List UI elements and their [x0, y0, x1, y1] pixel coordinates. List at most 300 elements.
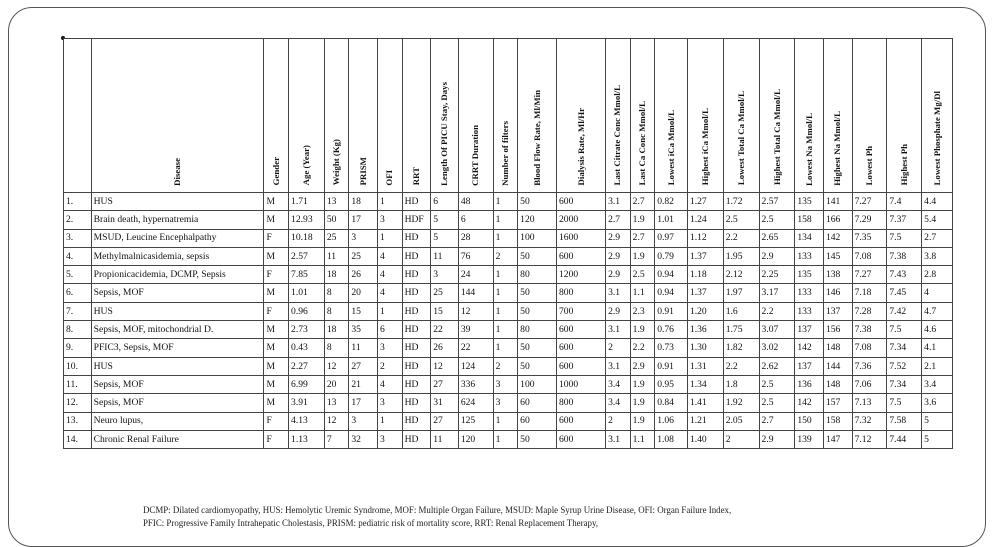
table-cell: 3.07 — [759, 321, 795, 339]
table-cell: 600 — [557, 430, 606, 448]
column-header — [759, 39, 795, 193]
column-header — [606, 39, 631, 193]
table-cell: 0.73 — [655, 339, 688, 357]
table-cell: 7.32 — [852, 412, 887, 430]
row-number-cell: 7. — [64, 302, 92, 320]
column-header — [349, 39, 378, 193]
table-cell: 39 — [458, 321, 493, 339]
disease-cell: Propionicacidemia, DCMP, Sepsis — [91, 266, 264, 284]
table-cell: 7.18 — [852, 284, 887, 302]
table-cell: 1.8 — [723, 375, 759, 393]
table-cell: 3 — [493, 375, 518, 393]
table-cell: 147 — [823, 430, 852, 448]
table-cell: 11 — [431, 430, 459, 448]
table-cell: 1.01 — [655, 211, 688, 229]
row-number-cell: 2. — [64, 211, 92, 229]
table-cell: 4 — [378, 284, 403, 302]
table-cell: 700 — [557, 302, 606, 320]
table-cell: HD — [402, 412, 431, 430]
table-cell: HD — [402, 357, 431, 375]
table-cell: 135 — [795, 193, 824, 211]
column-header — [402, 39, 431, 193]
table-cell: 1.37 — [687, 284, 723, 302]
table-cell: 2.3 — [630, 302, 655, 320]
table-cell: 1.37 — [687, 247, 723, 265]
table-row — [64, 321, 953, 339]
table-row — [64, 412, 953, 430]
table-cell: 60 — [518, 394, 557, 412]
table-cell: 27 — [349, 357, 378, 375]
table-cell: 20 — [324, 375, 349, 393]
table-row — [64, 375, 953, 393]
table-cell: 2.65 — [759, 229, 795, 247]
table-cell: 1 — [493, 321, 518, 339]
table-cell: 2.8 — [922, 266, 953, 284]
column-header-label: Number of filters — [499, 120, 510, 186]
row-number-cell: 3. — [64, 229, 92, 247]
row-number-cell: 9. — [64, 339, 92, 357]
table-cell: 2 — [606, 339, 631, 357]
table-cell: 1.30 — [687, 339, 723, 357]
table-cell: F — [264, 412, 289, 430]
disease-cell: HUS — [91, 357, 264, 375]
table-cell: 142 — [795, 339, 824, 357]
table-cell: 2.5 — [759, 211, 795, 229]
column-header-label: Lowest Ph — [864, 146, 875, 186]
table-cell: 1.1 — [630, 284, 655, 302]
table-cell: HD — [402, 229, 431, 247]
table-cell: 3 — [493, 394, 518, 412]
table-cell: 1.75 — [723, 321, 759, 339]
table-cell: 2.9 — [759, 430, 795, 448]
table-cell: 25 — [349, 247, 378, 265]
table-cell: 1.82 — [723, 339, 759, 357]
table-cell: 7.36 — [852, 357, 887, 375]
row-number-cell: 14. — [64, 430, 92, 448]
table-cell: 4.1 — [922, 339, 953, 357]
column-header-label: Age (Year) — [301, 145, 312, 186]
table-cell: 22 — [458, 339, 493, 357]
column-header-label: Highest Total Ca Mmol/L — [771, 89, 782, 186]
table-cell: 0.82 — [655, 193, 688, 211]
table-cell: 624 — [458, 394, 493, 412]
table-cell: 12 — [324, 357, 349, 375]
table-body — [64, 193, 953, 449]
column-header-label: OFI — [384, 169, 395, 186]
table-cell: 7 — [324, 430, 349, 448]
table-cell: 1 — [378, 193, 403, 211]
table-cell: 2.7 — [759, 412, 795, 430]
column-header-label: PRISM — [357, 157, 368, 186]
table-cell: 100 — [518, 375, 557, 393]
table-cell: 3.1 — [606, 321, 631, 339]
table-cell: 22 — [431, 321, 459, 339]
table-cell: 1.20 — [687, 302, 723, 320]
column-header — [378, 39, 403, 193]
table-cell: 2.9 — [606, 266, 631, 284]
table-row — [64, 247, 953, 265]
table-cell: 7.38 — [887, 247, 922, 265]
table-cell: 3 — [378, 394, 403, 412]
table-cell: 7.27 — [852, 193, 887, 211]
disease-cell: Sepsis, MOF — [91, 284, 264, 302]
table-cell: 800 — [557, 394, 606, 412]
table-cell: 1 — [493, 412, 518, 430]
column-header — [264, 39, 289, 193]
table-cell: 158 — [795, 211, 824, 229]
table-cell: 7.06 — [852, 375, 887, 393]
table-cell: 3.4 — [606, 375, 631, 393]
table-cell: 3.1 — [606, 284, 631, 302]
table-cell: 137 — [795, 321, 824, 339]
column-header-label: Last Ca Conc Mmol/L — [637, 101, 648, 186]
table-cell: HD — [402, 247, 431, 265]
table-cell: 2000 — [557, 211, 606, 229]
table-cell: 2.5 — [759, 375, 795, 393]
table-cell: 1.9 — [630, 394, 655, 412]
table-cell: F — [264, 266, 289, 284]
table-cell: 1.6 — [723, 302, 759, 320]
table-cell: 7.43 — [887, 266, 922, 284]
table-cell: 1.36 — [687, 321, 723, 339]
table-cell: 136 — [795, 375, 824, 393]
table-cell: 1 — [493, 266, 518, 284]
table-header — [64, 39, 953, 193]
column-header — [493, 39, 518, 193]
row-number-cell: 11. — [64, 375, 92, 393]
table-cell: 1.9 — [630, 247, 655, 265]
table-cell: F — [264, 430, 289, 448]
table-cell: 100 — [518, 229, 557, 247]
column-header — [324, 39, 349, 193]
disease-cell: Methylmalnicasidemia, sepsis — [91, 247, 264, 265]
table-cell: 144 — [458, 284, 493, 302]
footnote-line-1: DCMP: Dilated cardiomyopathy, HUS: Hemolytic Uremic Syndrome, MOF: Multiple Organ Failure, MSUD: Maple Syrup Urine Disease, OFI: Organ Failure Index, — [143, 505, 732, 515]
column-header-label: Weight (Kg) — [331, 139, 342, 186]
table-cell: 50 — [518, 247, 557, 265]
table-cell: 166 — [823, 211, 852, 229]
table-cell: 31 — [431, 394, 459, 412]
table-cell: 2.9 — [606, 302, 631, 320]
table-cell: M — [264, 375, 289, 393]
column-header-label: Gender — [270, 157, 281, 186]
table-cell: HD — [402, 284, 431, 302]
table-row — [64, 284, 953, 302]
table-cell: 145 — [823, 247, 852, 265]
table-cell: 12 — [431, 357, 459, 375]
table-cell: 7.13 — [852, 394, 887, 412]
table-cell: 1.27 — [687, 193, 723, 211]
table-cell: 10.18 — [289, 229, 325, 247]
table-cell: 11 — [349, 339, 378, 357]
disease-cell: PFIC3, Sepsis, MOF — [91, 339, 264, 357]
table-cell: 20 — [349, 284, 378, 302]
table-cell: 2.5 — [723, 211, 759, 229]
table-cell: 8 — [324, 284, 349, 302]
table-cell: 150 — [795, 412, 824, 430]
table-cell: 12.93 — [289, 211, 325, 229]
table-cell: 4 — [922, 284, 953, 302]
table-cell: 7.12 — [852, 430, 887, 448]
table-cell: 1.31 — [687, 357, 723, 375]
table-cell: 12 — [458, 302, 493, 320]
table-cell: 21 — [349, 375, 378, 393]
table-cell: 2 — [493, 247, 518, 265]
table-row — [64, 394, 953, 412]
table-cell: 2.2 — [630, 339, 655, 357]
table-cell: 3.1 — [606, 430, 631, 448]
table-cell: 3.4 — [922, 375, 953, 393]
table-cell: 32 — [349, 430, 378, 448]
column-header — [887, 39, 922, 193]
table-row — [64, 302, 953, 320]
table-row — [64, 266, 953, 284]
table-cell: 144 — [823, 357, 852, 375]
column-header — [289, 39, 325, 193]
table-cell: 2.7 — [630, 229, 655, 247]
table-cell: 17 — [349, 394, 378, 412]
column-header — [823, 39, 852, 193]
table-cell: 6 — [431, 193, 459, 211]
column-header — [431, 39, 459, 193]
table-cell: 2.5 — [759, 394, 795, 412]
table-cell: 1.9 — [630, 375, 655, 393]
table-cell: 18 — [324, 266, 349, 284]
table-cell: 27 — [431, 412, 459, 430]
table-cell: 1 — [378, 412, 403, 430]
disease-cell: HUS — [91, 302, 264, 320]
table-cell: 13 — [324, 394, 349, 412]
table-cell: 7.35 — [852, 229, 887, 247]
table-cell: 2.73 — [289, 321, 325, 339]
table-cell: 7.42 — [887, 302, 922, 320]
table-cell: 2 — [378, 357, 403, 375]
row-number-cell: 10. — [64, 357, 92, 375]
table-cell: 3.91 — [289, 394, 325, 412]
table-cell: 2.7 — [606, 211, 631, 229]
table-cell: 1 — [493, 193, 518, 211]
table-cell: 1.01 — [289, 284, 325, 302]
table-cell: 2 — [606, 412, 631, 430]
table-cell: M — [264, 357, 289, 375]
table-cell: 15 — [349, 302, 378, 320]
table-cell: 1 — [493, 284, 518, 302]
table-cell: 0.84 — [655, 394, 688, 412]
table-cell: 2.9 — [606, 247, 631, 265]
column-header-label: CRRT Duration — [470, 124, 481, 186]
table-cell: 7.29 — [852, 211, 887, 229]
column-header — [518, 39, 557, 193]
table-cell: M — [264, 284, 289, 302]
disease-cell: HUS — [91, 193, 264, 211]
table-cell: M — [264, 321, 289, 339]
table-cell: 12 — [324, 412, 349, 430]
row-number-cell: 12. — [64, 394, 92, 412]
table-cell: 50 — [518, 193, 557, 211]
table-cell: 1.18 — [687, 266, 723, 284]
row-number-cell: 5. — [64, 266, 92, 284]
table-cell: 1000 — [557, 375, 606, 393]
table-cell: HDF — [402, 211, 431, 229]
table-cell: 600 — [557, 412, 606, 430]
column-header — [630, 39, 655, 193]
table-cell: 4 — [378, 375, 403, 393]
table-cell: 2.62 — [759, 357, 795, 375]
table-cell: 138 — [823, 266, 852, 284]
table-cell: M — [264, 394, 289, 412]
header-row — [64, 39, 953, 193]
table-cell: 2.7 — [922, 229, 953, 247]
table-cell: 137 — [795, 357, 824, 375]
table-cell: 4.6 — [922, 321, 953, 339]
table-cell: 157 — [823, 394, 852, 412]
table-cell: 7.37 — [887, 211, 922, 229]
table-cell: 7.4 — [887, 193, 922, 211]
column-header-label: Dialysis Rate, Ml/Hr — [575, 107, 586, 186]
table-cell: 6.99 — [289, 375, 325, 393]
table-cell: 7.45 — [887, 284, 922, 302]
table-cell: 13 — [324, 193, 349, 211]
table-row — [64, 339, 953, 357]
table-row — [64, 357, 953, 375]
table-cell: 600 — [557, 339, 606, 357]
table-cell: 2.05 — [723, 412, 759, 430]
table-cell: 800 — [557, 284, 606, 302]
table-cell: 146 — [823, 284, 852, 302]
table-cell: 1.40 — [687, 430, 723, 448]
table-cell: 50 — [324, 211, 349, 229]
table-cell: 50 — [518, 302, 557, 320]
table-cell: 3 — [349, 412, 378, 430]
column-header-label: Blood Flow Rate, Ml/Min — [531, 89, 542, 186]
table-cell: 7.27 — [852, 266, 887, 284]
table-cell: HD — [402, 193, 431, 211]
table-cell: 7.58 — [887, 412, 922, 430]
table-cell: F — [264, 229, 289, 247]
table-cell: 3 — [378, 339, 403, 357]
table-cell: 11 — [324, 247, 349, 265]
table-cell: 50 — [518, 284, 557, 302]
table-cell: 133 — [795, 284, 824, 302]
column-header — [687, 39, 723, 193]
table-cell: 27 — [431, 375, 459, 393]
column-header-label: Highest iCa Mmol/L — [699, 108, 710, 186]
table-cell: 7.44 — [887, 430, 922, 448]
table-cell: 600 — [557, 321, 606, 339]
table-cell: 7.08 — [852, 339, 887, 357]
table-cell: 142 — [823, 229, 852, 247]
table-cell: 5.4 — [922, 211, 953, 229]
table-cell: 1.08 — [655, 430, 688, 448]
disease-cell: Sepsis, MOF — [91, 394, 264, 412]
table-cell: 7.28 — [852, 302, 887, 320]
table-cell: 8 — [324, 339, 349, 357]
column-header — [458, 39, 493, 193]
table-cell: M — [264, 247, 289, 265]
column-header — [922, 39, 953, 193]
table-cell: 7.5 — [887, 394, 922, 412]
table-cell: M — [264, 339, 289, 357]
table-cell: 18 — [324, 321, 349, 339]
table-cell: 28 — [458, 229, 493, 247]
column-header — [64, 39, 92, 193]
table-cell: 0.94 — [655, 284, 688, 302]
table-cell: 5 — [922, 430, 953, 448]
table-cell: 1 — [378, 229, 403, 247]
table-cell: 2.5 — [630, 266, 655, 284]
disease-cell: Sepsis, MOF — [91, 375, 264, 393]
table-cell: 125 — [458, 412, 493, 430]
table-cell: 1.13 — [289, 430, 325, 448]
table-cell: 0.96 — [289, 302, 325, 320]
table-cell: 0.95 — [655, 375, 688, 393]
table-cell: 15 — [431, 302, 459, 320]
table-cell: 124 — [458, 357, 493, 375]
table-cell: 1.21 — [687, 412, 723, 430]
table-cell: 2.1 — [922, 357, 953, 375]
table-cell: 2.9 — [606, 229, 631, 247]
table-cell: HD — [402, 430, 431, 448]
table-cell: 1.9 — [630, 321, 655, 339]
table-cell: 0.76 — [655, 321, 688, 339]
table-cell: 2.9 — [630, 357, 655, 375]
footnote-line-2: PFIC: Progressive Family Intrahepatic Cholestasis, PRISM: pediatric risk of mortality score, RRT: Renal Replacement Therapy, — [143, 518, 599, 528]
row-number-cell: 6. — [64, 284, 92, 302]
column-header-label: Lowest Total Ca Mmol/L — [735, 91, 746, 186]
table-cell: 135 — [795, 266, 824, 284]
table-cell: M — [264, 193, 289, 211]
table-cell: 0.91 — [655, 357, 688, 375]
disease-cell: Neuro lupus, — [91, 412, 264, 430]
table-cell: 7.5 — [887, 229, 922, 247]
table-cell: 3.02 — [759, 339, 795, 357]
table-cell: 1.34 — [687, 375, 723, 393]
column-header-label: Lowest Phosphate Mg/Dl — [931, 91, 942, 186]
table-cell: 336 — [458, 375, 493, 393]
table-cell: 133 — [795, 302, 824, 320]
table-cell: 5 — [431, 211, 459, 229]
table-cell: 148 — [823, 375, 852, 393]
table-cell: 5 — [922, 412, 953, 430]
table-cell: 4 — [378, 266, 403, 284]
table-cell: 2.7 — [630, 193, 655, 211]
table-cell: 50 — [518, 339, 557, 357]
table-row — [64, 211, 953, 229]
table-cell: 6 — [378, 321, 403, 339]
table-cell: 1.41 — [687, 394, 723, 412]
table-cell: 17 — [349, 211, 378, 229]
table-cell: 1 — [493, 430, 518, 448]
table-cell: 1600 — [557, 229, 606, 247]
table-cell: 5 — [431, 229, 459, 247]
table-cell: 50 — [518, 357, 557, 375]
row-number-cell: 13. — [64, 412, 92, 430]
table-cell: 4.4 — [922, 193, 953, 211]
table-cell: 1.71 — [289, 193, 325, 211]
table-cell: 7.85 — [289, 266, 325, 284]
table-cell: 25 — [324, 229, 349, 247]
disease-cell: Brain death, hypernatremia — [91, 211, 264, 229]
disease-cell: MSUD, Leucine Encephalpathy — [91, 229, 264, 247]
table-cell: M — [264, 211, 289, 229]
table-row — [64, 229, 953, 247]
table-cell: 7.34 — [887, 339, 922, 357]
column-header — [557, 39, 606, 193]
table-cell: 2.12 — [723, 266, 759, 284]
table-cell: 1.1 — [630, 430, 655, 448]
table-row — [64, 430, 953, 448]
table-cell: 0.91 — [655, 302, 688, 320]
